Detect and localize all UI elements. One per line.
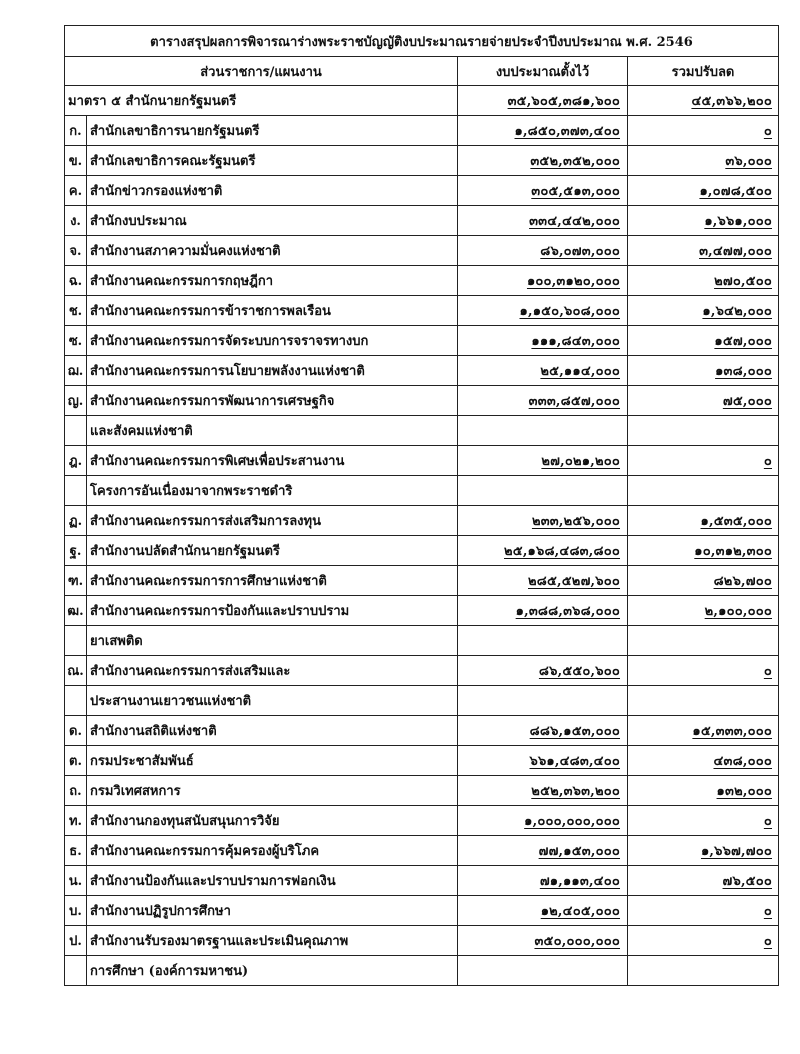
budget-value: ๗๑,๑๑๓,๔๐๐: [539, 874, 620, 889]
agency-name: สำนักงานคณะกรรมการป้องกันและปราบปราม: [90, 604, 350, 619]
cut-cell: [628, 146, 779, 176]
budget-cell: [458, 956, 628, 986]
agency-cell: [65, 806, 458, 836]
table-title-row: [65, 26, 779, 57]
agency-cell: [65, 716, 458, 746]
budget-value: ๒๗,๐๒๑,๒๐๐: [541, 454, 620, 469]
row-code: ฐ.: [65, 536, 87, 565]
table-row: [65, 686, 779, 716]
budget-cell: [458, 536, 628, 566]
agency-name: สำนักงานกองทุนสนับสนุนการวิจัย: [90, 814, 280, 829]
budget-cell: [458, 566, 628, 596]
agency-cell: [65, 836, 458, 866]
agency-cell: [65, 866, 458, 896]
agency-name: กรมวิเทศสหการ: [90, 784, 181, 799]
budget-cell: [458, 626, 628, 656]
agency-name: สำนักงานคณะกรรมการส่งเสริมการลงทุน: [90, 514, 321, 529]
cut-cell: [628, 266, 779, 296]
agency-name: และสังคมแห่งชาติ: [90, 424, 193, 439]
budget-value: ๓๓๔,๔๔๒,๐๐๐: [529, 214, 620, 229]
agency-name: สำนักงานคณะกรรมการกฤษฎีกา: [90, 274, 274, 289]
agency-cell: [65, 506, 458, 536]
table-row: [65, 236, 779, 266]
table-row: [65, 356, 779, 386]
budget-cell: [458, 716, 628, 746]
cut-value: ๑,๕๓๕,๐๐๐: [700, 514, 772, 529]
cut-value: ๐: [763, 934, 772, 949]
agency-cell: [65, 896, 458, 926]
agency-name: สำนักงานปฏิรูปการศึกษา: [90, 904, 231, 919]
cut-cell: [628, 836, 779, 866]
agency-cell: [65, 296, 458, 326]
cut-value: ๓๖,๐๐๐: [725, 154, 772, 169]
cut-cell: [628, 626, 779, 656]
table-row: [65, 716, 779, 746]
budget-value: ๑๑๑,๘๔๓,๐๐๐: [531, 334, 620, 349]
section-cut-value: ๔๕,๓๖๖,๒๐๐: [691, 94, 772, 109]
table-row: [65, 296, 779, 326]
table-row: [65, 956, 779, 986]
row-code: ซ.: [65, 326, 87, 355]
budget-value: ๒๕,๑๖๘,๔๘๓,๘๐๐: [504, 544, 620, 559]
row-code: ธ.: [65, 836, 87, 865]
table-row: [65, 656, 779, 686]
section-budget-value: ๓๕,๖๐๕,๓๘๑,๖๐๐: [507, 94, 620, 109]
table-row: [65, 506, 779, 536]
agency-cell: [65, 326, 458, 356]
table-row: [65, 566, 779, 596]
cut-cell: [628, 296, 779, 326]
budget-value: ๖๖๑,๔๘๓,๔๐๐: [529, 754, 620, 769]
budget-cell: [458, 416, 628, 446]
cut-cell: [628, 356, 779, 386]
agency-name: สำนักเลขาธิการคณะรัฐมนตรี: [90, 154, 256, 169]
row-code: ค.: [65, 176, 87, 205]
document-title: ตารางสรุปผลการพิจารณาร่างพระราชบัญญัติงบประมาณรายจ่ายประจำปีงบประมาณ พ.ศ. 2546: [65, 26, 779, 57]
agency-cell: [65, 446, 458, 476]
table-row: [65, 866, 779, 896]
row-code: [65, 416, 87, 445]
budget-value: ๗๗,๑๕๓,๐๐๐: [538, 844, 620, 859]
row-code: ฎ.: [65, 446, 87, 475]
budget-cell: [458, 596, 628, 626]
cut-cell: [628, 506, 779, 536]
agency-name: สำนักงบประมาณ: [90, 214, 187, 229]
budget-value: ๒๓๓,๒๕๖,๐๐๐: [531, 514, 620, 529]
budget-cell: [458, 746, 628, 776]
row-code: ท.: [65, 806, 87, 835]
agency-name: สำนักงานปลัดสำนักนายกรัฐมนตรี: [90, 544, 280, 559]
budget-value: ๑,๘๕๐,๓๗๓,๔๐๐: [514, 124, 620, 139]
row-code: จ.: [65, 236, 87, 265]
budget-cell: [458, 326, 628, 356]
table-row: [65, 746, 779, 776]
budget-cell: [458, 656, 628, 686]
budget-cell: [458, 446, 628, 476]
cut-cell: [628, 476, 779, 506]
section-row: [65, 86, 779, 116]
row-code: ฒ.: [65, 596, 87, 625]
row-code: ก.: [65, 116, 87, 145]
cut-value: ๑๐,๓๑๒,๓๐๐: [694, 544, 772, 559]
agency-cell: [65, 476, 458, 506]
table-header-row: [65, 57, 779, 86]
agency-cell: [65, 146, 458, 176]
cut-value: ๗๕,๐๐๐: [722, 394, 772, 409]
row-code: ต.: [65, 746, 87, 775]
budget-value: ๑,๓๘๘,๓๖๘,๐๐๐: [515, 604, 620, 619]
agency-name: การศึกษา (องค์การมหาชน): [90, 964, 249, 979]
agency-cell: [65, 686, 458, 716]
agency-cell: [65, 416, 458, 446]
cut-cell: [628, 956, 779, 986]
cut-cell: [628, 116, 779, 146]
agency-name: สำนักงานรับรองมาตรฐานและประเมินคุณภาพ: [90, 934, 349, 949]
cut-value: ๐: [763, 664, 772, 679]
agency-cell: [65, 956, 458, 986]
cut-value: ๑,๖๖๑,๐๐๐: [704, 214, 772, 229]
table-row: [65, 926, 779, 956]
budget-value: ๓๕๐,๐๐๐,๐๐๐: [534, 934, 620, 949]
budget-value: ๘๖,๕๕๐,๖๐๐: [538, 664, 620, 679]
agency-name: สำนักงานคณะกรรมการข้าราชการพลเรือน: [90, 304, 331, 319]
agency-name: สำนักงานสถิติแห่งชาติ: [90, 724, 217, 739]
table-row: [65, 206, 779, 236]
agency-cell: [65, 266, 458, 296]
budget-value: ๑,๑๕๐,๖๐๘,๐๐๐: [519, 304, 620, 319]
agency-name: สำนักงานคณะกรรมการจัดระบบการจราจรทางบก: [90, 334, 369, 349]
header-agency: ส่วนราชการ/แผนงาน: [65, 57, 458, 86]
table-row: [65, 776, 779, 806]
agency-cell: [65, 356, 458, 386]
cut-value: ๗๖,๕๐๐: [722, 874, 772, 889]
budget-value: ๒๕,๑๑๔,๐๐๐: [540, 364, 620, 379]
row-code: [65, 956, 87, 985]
table-row: [65, 146, 779, 176]
budget-cell: [458, 146, 628, 176]
row-code: ง.: [65, 206, 87, 235]
cut-value: ๑,๖๖๗,๗๐๐: [700, 844, 772, 859]
agency-name: ยาเสพติด: [90, 634, 143, 649]
agency-cell: [65, 236, 458, 266]
header-cut: รวมปรับลด: [628, 57, 779, 86]
budget-cell: [458, 356, 628, 386]
agency-name: สำนักงานคณะกรรมการการศึกษาแห่งชาติ: [90, 574, 327, 589]
row-code: ฏ.: [65, 506, 87, 535]
budget-cell: [458, 506, 628, 536]
table-row: [65, 806, 779, 836]
cut-cell: [628, 236, 779, 266]
cut-value: ๑๕๗,๐๐๐: [714, 334, 772, 349]
budget-value: ๓๓๓,๘๕๗,๐๐๐: [528, 394, 620, 409]
budget-cell: [458, 476, 628, 506]
row-code: [65, 686, 87, 715]
agency-name: ประสานงานเยาวชนแห่งชาติ: [90, 694, 252, 709]
budget-cell: [458, 686, 628, 716]
budget-cell: [458, 806, 628, 836]
cut-value: ๑,๖๔๒,๐๐๐: [702, 304, 772, 319]
agency-name: สำนักงานคณะกรรมการพิเศษเพื่อประสานงาน: [90, 454, 345, 469]
budget-summary-table: [64, 25, 779, 986]
cut-value: ๐: [763, 814, 772, 829]
row-code: ฌ.: [65, 356, 87, 385]
agency-cell: [65, 626, 458, 656]
agency-cell: [65, 536, 458, 566]
table-row: [65, 266, 779, 296]
cut-cell: [628, 596, 779, 626]
agency-name: สำนักงานคณะกรรมการส่งเสริมและ: [90, 664, 291, 679]
cut-value: ๐: [763, 904, 772, 919]
budget-cell: [458, 386, 628, 416]
row-code: ด.: [65, 716, 87, 745]
cut-value: ๓,๔๗๗,๐๐๐: [699, 244, 772, 259]
row-code: ถ.: [65, 776, 87, 805]
cut-cell: [628, 416, 779, 446]
cut-cell: [628, 446, 779, 476]
budget-cell: [458, 836, 628, 866]
agency-cell: [65, 776, 458, 806]
agency-name: สำนักเลขาธิการนายกรัฐมนตรี: [90, 124, 260, 139]
agency-name: โครงการอันเนื่องมาจากพระราชดำริ: [90, 484, 293, 499]
cut-cell: [628, 746, 779, 776]
section-cut: [628, 86, 779, 116]
budget-cell: [458, 296, 628, 326]
budget-value: ๑๒,๔๐๕,๐๐๐: [540, 904, 620, 919]
row-code: ช.: [65, 296, 87, 325]
cut-cell: [628, 776, 779, 806]
agency-name: สำนักงานคณะกรรมการคุ้มครองผู้บริโภค: [90, 844, 320, 859]
cut-value: ๑๓๒,๐๐๐: [716, 784, 772, 799]
row-code: ฑ.: [65, 566, 87, 595]
agency-name: สำนักงานสภาความมั่นคงแห่งชาติ: [90, 244, 281, 259]
budget-value: ๓๐๕,๕๑๓,๐๐๐: [531, 184, 620, 199]
table-row: [65, 896, 779, 926]
row-code: ป.: [65, 926, 87, 955]
cut-cell: [628, 326, 779, 356]
agency-name: สำนักข่าวกรองแห่งชาติ: [90, 184, 223, 199]
budget-value: ๒๕๒,๓๖๓,๒๐๐: [531, 784, 620, 799]
table-row: [65, 596, 779, 626]
row-code: ณ.: [65, 656, 87, 685]
cut-value: ๒,๑๐๐,๐๐๐: [704, 604, 772, 619]
cut-value: ๑๓๘,๐๐๐: [715, 364, 772, 379]
cut-cell: [628, 386, 779, 416]
cut-cell: [628, 926, 779, 956]
agency-cell: [65, 566, 458, 596]
section-budget: [458, 86, 628, 116]
row-code: ฉ.: [65, 266, 87, 295]
table-row: [65, 626, 779, 656]
agency-name: สำนักงานป้องกันและปราบปรามการฟอกเงิน: [90, 874, 336, 889]
agency-cell: [65, 206, 458, 236]
agency-cell: [65, 116, 458, 146]
table-row: [65, 536, 779, 566]
budget-value: ๓๕๒,๓๕๒,๐๐๐: [530, 154, 620, 169]
table-row: [65, 116, 779, 146]
table-row: [65, 326, 779, 356]
budget-value: ๑๐๐,๓๑๒๐,๐๐๐: [526, 274, 620, 289]
agency-name: สำนักงานคณะกรรมการนโยบายพลังงานแห่งชาติ: [90, 364, 365, 379]
agency-cell: [65, 596, 458, 626]
cut-cell: [628, 866, 779, 896]
cut-value: ๐: [763, 124, 772, 139]
agency-name: กรมประชาสัมพันธ์: [90, 754, 194, 769]
table-row: [65, 476, 779, 506]
budget-summary-document: [64, 25, 778, 986]
budget-cell: [458, 776, 628, 806]
cut-cell: [628, 566, 779, 596]
header-budget: งบประมาณตั้งไว้: [458, 57, 628, 86]
cut-value: ๐: [763, 454, 772, 469]
agency-cell: [65, 746, 458, 776]
cut-value: ๔๓๘,๐๐๐: [713, 754, 772, 769]
cut-value: ๑,๐๗๘,๕๐๐: [699, 184, 772, 199]
budget-cell: [458, 116, 628, 146]
table-row: [65, 176, 779, 206]
budget-value: ๒๘๕,๕๒๗,๖๐๐: [528, 574, 620, 589]
row-code: [65, 476, 87, 505]
budget-cell: [458, 866, 628, 896]
cut-cell: [628, 686, 779, 716]
table-row: [65, 836, 779, 866]
agency-name: สำนักงานคณะกรรมการพัฒนาการเศรษฐกิจ: [90, 394, 335, 409]
cut-value: ๘๒๖,๗๐๐: [713, 574, 772, 589]
budget-cell: [458, 266, 628, 296]
budget-value: ๘๘๖,๑๕๓,๐๐๐: [529, 724, 620, 739]
cut-value: ๒๗๐,๕๐๐: [714, 274, 772, 289]
budget-cell: [458, 236, 628, 266]
row-code: บ.: [65, 896, 87, 925]
row-code: ข.: [65, 146, 87, 175]
agency-cell: [65, 176, 458, 206]
row-code: ญ.: [65, 386, 87, 415]
agency-cell: [65, 386, 458, 416]
cut-cell: [628, 656, 779, 686]
cut-cell: [628, 806, 779, 836]
agency-cell: [65, 926, 458, 956]
row-code: น.: [65, 866, 87, 895]
budget-cell: [458, 896, 628, 926]
budget-cell: [458, 926, 628, 956]
budget-value: ๑,๐๐๐,๐๐๐,๐๐๐: [524, 814, 620, 829]
section-label: มาตรา ๕ สำนักนายกรัฐมนตรี: [65, 86, 458, 116]
cut-cell: [628, 176, 779, 206]
cut-cell: [628, 536, 779, 566]
cut-cell: [628, 716, 779, 746]
cut-value: ๑๕,๓๓๓,๐๐๐: [692, 724, 772, 739]
table-row: [65, 386, 779, 416]
row-code: [65, 626, 87, 655]
budget-value: ๘๖,๐๗๓,๐๐๐: [540, 244, 620, 259]
cut-cell: [628, 206, 779, 236]
table-row: [65, 416, 779, 446]
agency-cell: [65, 656, 458, 686]
cut-cell: [628, 896, 779, 926]
budget-cell: [458, 206, 628, 236]
table-row: [65, 446, 779, 476]
budget-cell: [458, 176, 628, 206]
